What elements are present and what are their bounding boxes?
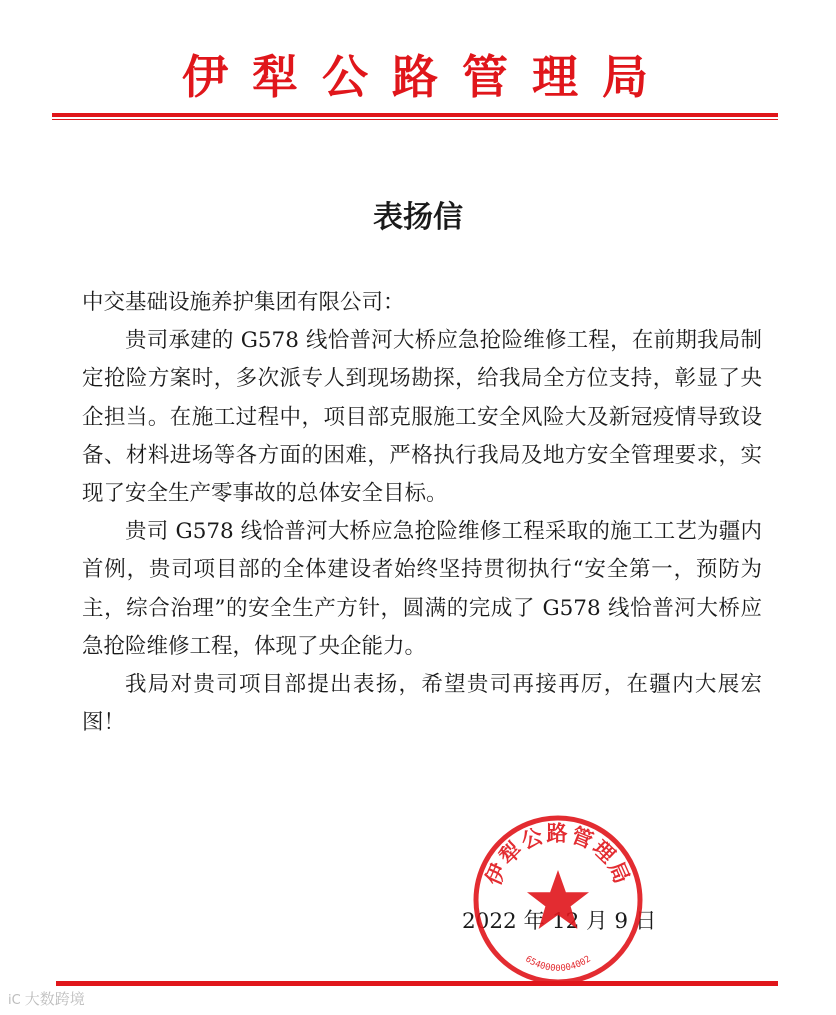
letter-title: 表扬信 xyxy=(373,200,463,235)
letter-paragraph-1: 贵司承建的 G578 线恰普河大桥应急抢险维修工程，在前期我局制定抢险方案时，多次派专人到现场勘探，给我局全方位支持，彰显了央企担当。在施工过程中，项目部克服施工安全风险大及新冠疫情导致设备、材料进场等各方面的困难，严格执行我局及地方安全管理要求，实现了安全生产零事故的总体安全目标。 xyxy=(82,328,762,507)
watermark xyxy=(8,989,85,1011)
letter-date: 2022 年 12 月 9 日 xyxy=(462,909,657,934)
svg-text:6540000004002 xyxy=(523,954,593,974)
seal-text: 伊犁公路管理局 xyxy=(480,820,636,889)
letter-salutation: 中交基础设施养护集团有限公司： xyxy=(82,290,405,315)
letter-body xyxy=(82,284,762,742)
watermark-logo-icon: iC xyxy=(8,993,21,1008)
official-seal-icon xyxy=(470,812,646,988)
letterhead-divider xyxy=(52,113,778,119)
letter-paragraph-3: 我局对贵司项目部提出表扬，希望贵司再接再厉，在疆内大展宏图！ xyxy=(82,672,762,736)
org-letterhead-title: 伊犁公路管理局 xyxy=(182,50,672,104)
letter-paragraph-2: 贵司 G578 线恰普河大桥应急抢险维修工程采取的施工工艺为疆内首例，贵司项目部的全体建设者始终坚持贯彻执行“安全第一，预防为主，综合治理”的安全生产方针，圆满的完成了 G578 线恰普河大桥应急抢险维修工程，体现了央企能力。 xyxy=(82,519,762,659)
watermark-text: 大数跨境 xyxy=(24,990,85,1008)
footer-divider xyxy=(56,981,778,986)
seal-number: 6540000004002 xyxy=(523,954,593,974)
